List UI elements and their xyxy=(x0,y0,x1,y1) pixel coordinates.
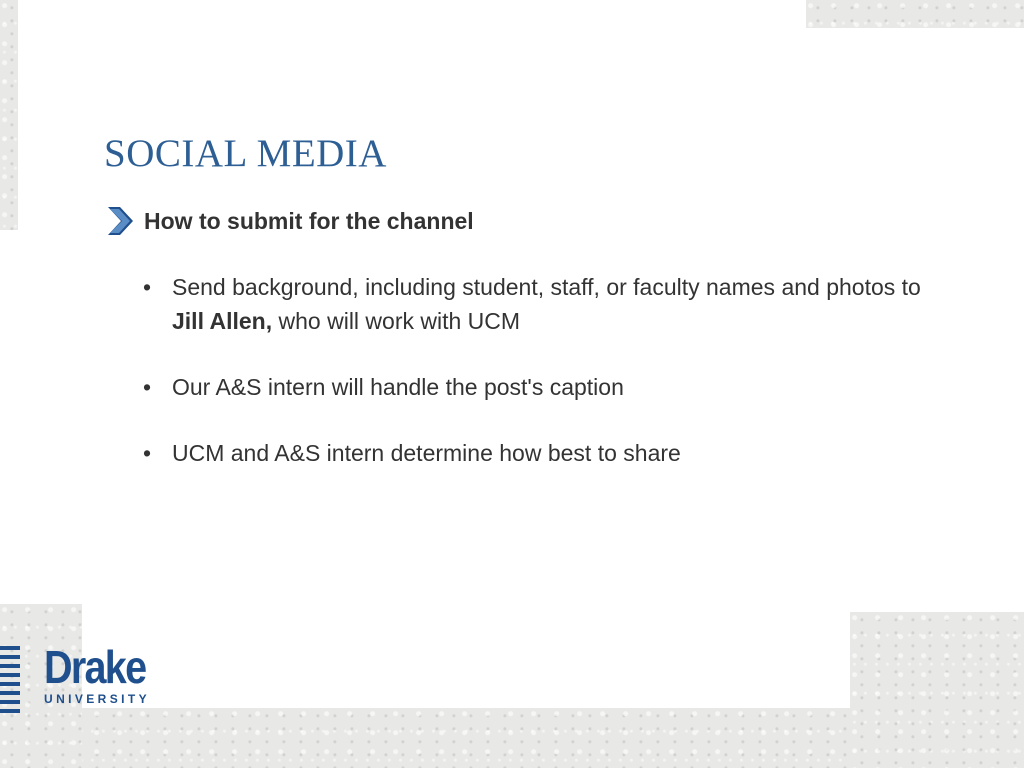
texture-left xyxy=(0,0,18,230)
bullet-text-post: who will work with UCM xyxy=(272,308,521,334)
logo-bars-icon xyxy=(0,646,22,718)
texture-bottom-right xyxy=(850,612,1024,768)
logo-name: Drake xyxy=(44,641,146,693)
list-item xyxy=(143,370,923,404)
drake-logo xyxy=(0,641,162,718)
list-item xyxy=(143,270,923,338)
subheading: How to submit for the channel xyxy=(144,207,474,234)
bullet-dot: • xyxy=(143,374,152,400)
subheading-row xyxy=(104,204,474,238)
bullet-dot: • xyxy=(143,274,152,300)
list-item xyxy=(143,436,923,470)
bullet-text: Our A&S intern will handle the post's caption xyxy=(172,374,624,400)
slide-title: SOCIAL MEDIA xyxy=(104,132,387,175)
bullet-list xyxy=(143,270,923,502)
texture-top-right xyxy=(806,0,1024,28)
bullet-dot: • xyxy=(143,440,152,466)
bullet-text-bold: Jill Allen, xyxy=(172,308,273,334)
bullet-text-pre: Send background, including student, staff, or faculty names and photos to xyxy=(172,274,921,300)
arrow-icon xyxy=(104,204,136,238)
bullet-text: UCM and A&S intern determine how best to share xyxy=(172,440,681,466)
logo-subtitle: UNIVERSITY xyxy=(44,692,151,706)
